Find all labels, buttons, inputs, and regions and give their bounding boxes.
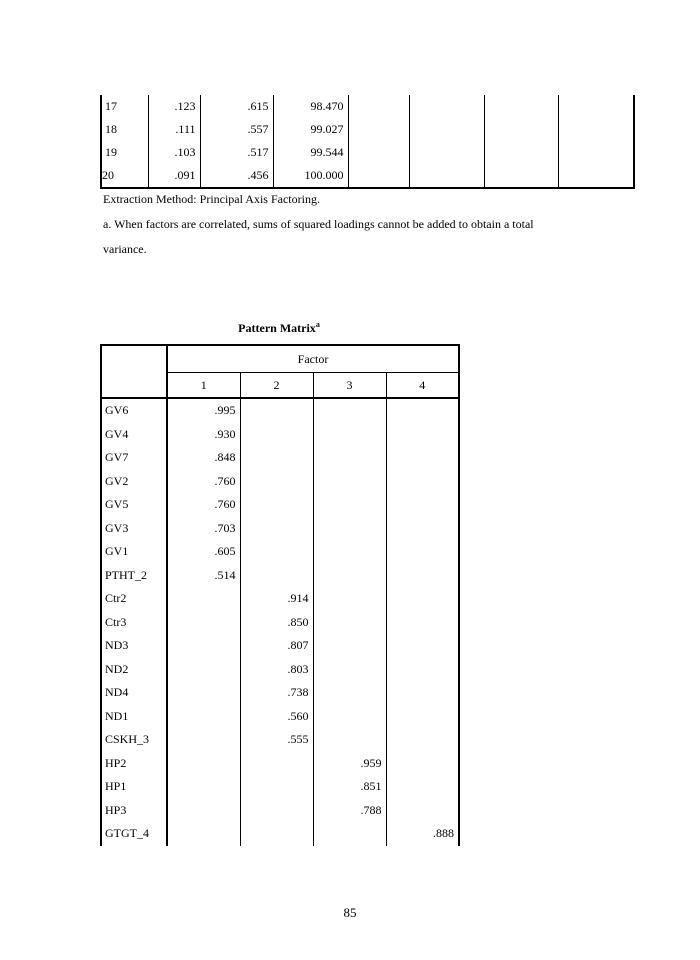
factor-number-cell: 18 <box>101 118 148 141</box>
loading-cell: .914 <box>240 587 313 611</box>
pattern-matrix-title <box>100 320 458 336</box>
factor-column-header: 1 <box>167 373 240 399</box>
loading-cell <box>240 470 313 494</box>
loading-cell <box>386 540 459 564</box>
variance-cell: .517 <box>200 141 273 164</box>
pattern-matrix-row <box>101 517 459 541</box>
pattern-matrix-row <box>101 446 459 470</box>
loading-cell: .605 <box>167 540 240 564</box>
loading-cell <box>240 517 313 541</box>
loading-cell: .760 <box>167 470 240 494</box>
loading-cell <box>386 728 459 752</box>
loading-cell <box>240 775 313 799</box>
variance-cell: 99.027 <box>273 118 348 141</box>
loading-cell: .803 <box>240 658 313 682</box>
pattern-matrix-row <box>101 799 459 823</box>
loading-cell: .995 <box>167 398 240 423</box>
loading-cell <box>386 470 459 494</box>
pattern-matrix-row <box>101 564 459 588</box>
factor-column-header: 3 <box>313 373 386 399</box>
loading-cell <box>240 398 313 423</box>
loading-cell <box>240 423 313 447</box>
loading-cell <box>386 587 459 611</box>
variable-label: HP2 <box>101 752 167 776</box>
loading-cell <box>386 658 459 682</box>
page-number: 85 <box>343 905 357 920</box>
variable-label: Ctr2 <box>101 587 167 611</box>
loading-cell <box>167 728 240 752</box>
loading-cell <box>313 423 386 447</box>
variance-cell <box>484 95 558 118</box>
loading-cell <box>167 775 240 799</box>
loading-cell <box>313 658 386 682</box>
loading-cell: .760 <box>167 493 240 517</box>
loading-cell <box>386 799 459 823</box>
pattern-matrix-row <box>101 658 459 682</box>
loading-cell <box>386 493 459 517</box>
variable-label: HP1 <box>101 775 167 799</box>
variable-label: ND2 <box>101 658 167 682</box>
pattern-matrix-row <box>101 705 459 729</box>
loading-cell <box>240 564 313 588</box>
loading-cell: .560 <box>240 705 313 729</box>
variance-cell: 100.000 <box>273 164 348 188</box>
pattern-matrix-row <box>101 470 459 494</box>
loading-cell <box>386 775 459 799</box>
loading-cell: .959 <box>313 752 386 776</box>
factor-column-header: 4 <box>386 373 459 399</box>
loading-cell <box>167 752 240 776</box>
loading-cell: .788 <box>313 799 386 823</box>
factor-column-header: 2 <box>240 373 313 399</box>
variance-cell: .557 <box>200 118 273 141</box>
pattern-matrix-body <box>101 398 459 846</box>
variance-cell <box>409 164 484 188</box>
loading-cell <box>240 752 313 776</box>
loading-cell <box>167 799 240 823</box>
loading-cell: .738 <box>240 681 313 705</box>
variable-label: Ctr3 <box>101 611 167 635</box>
loading-cell: .555 <box>240 728 313 752</box>
variable-label: PTHT_2 <box>101 564 167 588</box>
variable-label: HP3 <box>101 799 167 823</box>
variance-cell <box>348 118 409 141</box>
loading-cell <box>313 611 386 635</box>
loading-cell <box>167 822 240 846</box>
loading-cell <box>386 681 459 705</box>
variance-cell <box>409 141 484 164</box>
variable-label: GTGT_4 <box>101 822 167 846</box>
variance-row <box>101 141 634 164</box>
total-variance-table-body <box>101 95 634 188</box>
variable-label: GV4 <box>101 423 167 447</box>
extraction-method-note: Extraction Method: Principal Axis Factoring. <box>103 192 320 206</box>
variance-cell: .615 <box>200 95 273 118</box>
loading-cell <box>167 611 240 635</box>
loading-cell <box>167 634 240 658</box>
variance-cell <box>558 141 634 164</box>
loading-cell <box>386 611 459 635</box>
variance-cell <box>484 118 558 141</box>
loading-cell <box>313 517 386 541</box>
variance-cell: .091 <box>148 164 200 188</box>
variance-row <box>101 118 634 141</box>
variable-label: GV3 <box>101 517 167 541</box>
loading-cell <box>167 681 240 705</box>
factor-header: Factor <box>167 345 459 373</box>
loading-cell <box>240 493 313 517</box>
variable-label: GV2 <box>101 470 167 494</box>
pattern-matrix-row <box>101 822 459 846</box>
loading-cell <box>386 446 459 470</box>
pattern-matrix-row <box>101 398 459 423</box>
loading-cell <box>240 799 313 823</box>
variable-label: ND4 <box>101 681 167 705</box>
variance-cell <box>348 95 409 118</box>
loading-cell <box>313 398 386 423</box>
variance-cell: .111 <box>148 118 200 141</box>
variable-label: GV1 <box>101 540 167 564</box>
factor-number-cell: 17 <box>101 95 148 118</box>
pattern-matrix-title-text: Pattern Matrix <box>238 321 316 335</box>
loading-cell <box>313 728 386 752</box>
pattern-matrix-row <box>101 611 459 635</box>
pattern-matrix-row <box>101 493 459 517</box>
footnote-line-2: variance. <box>103 242 147 256</box>
variable-label: GV6 <box>101 398 167 423</box>
pattern-matrix-row <box>101 752 459 776</box>
variance-row <box>101 95 634 118</box>
loading-cell <box>313 470 386 494</box>
loading-cell: .703 <box>167 517 240 541</box>
pattern-matrix-row <box>101 775 459 799</box>
variable-label: ND1 <box>101 705 167 729</box>
loading-cell <box>167 658 240 682</box>
pattern-matrix-title-superscript: a <box>315 320 320 329</box>
pattern-matrix-row <box>101 587 459 611</box>
variance-cell <box>348 141 409 164</box>
variance-cell <box>558 95 634 118</box>
loading-cell <box>167 705 240 729</box>
pattern-matrix-table <box>100 344 460 846</box>
variance-cell: 99.544 <box>273 141 348 164</box>
loading-cell <box>240 446 313 470</box>
header-corner-cell <box>101 345 167 398</box>
variance-cell: .103 <box>148 141 200 164</box>
pattern-matrix-row <box>101 423 459 447</box>
loading-cell <box>313 822 386 846</box>
variance-cell <box>558 118 634 141</box>
pattern-matrix-row <box>101 681 459 705</box>
loading-cell <box>386 423 459 447</box>
loading-cell <box>240 822 313 846</box>
loading-cell <box>313 446 386 470</box>
loading-cell: .514 <box>167 564 240 588</box>
loading-cell <box>386 517 459 541</box>
variance-cell <box>484 141 558 164</box>
factor-number-cell: 20 <box>101 164 148 188</box>
footnote-line-1: a. When factors are correlated, sums of squared loadings cannot be added to obtain a total <box>103 217 534 231</box>
loading-cell <box>386 634 459 658</box>
loading-cell <box>386 752 459 776</box>
loading-cell: .850 <box>240 611 313 635</box>
loading-cell <box>313 587 386 611</box>
loading-cell <box>167 587 240 611</box>
variance-cell: .456 <box>200 164 273 188</box>
pattern-matrix-row <box>101 728 459 752</box>
loading-cell: .851 <box>313 775 386 799</box>
variance-cell: .123 <box>148 95 200 118</box>
total-variance-table <box>100 95 635 189</box>
variance-row <box>101 164 634 188</box>
loading-cell <box>313 634 386 658</box>
pattern-matrix-row <box>101 540 459 564</box>
variable-label: CSKH_3 <box>101 728 167 752</box>
variable-label: GV7 <box>101 446 167 470</box>
loading-cell <box>313 540 386 564</box>
loading-cell: .930 <box>167 423 240 447</box>
loading-cell <box>386 398 459 423</box>
loading-cell <box>386 564 459 588</box>
variance-cell <box>484 164 558 188</box>
variance-cell <box>558 164 634 188</box>
variance-cell <box>348 164 409 188</box>
loading-cell: .848 <box>167 446 240 470</box>
loading-cell <box>386 705 459 729</box>
loading-cell: .807 <box>240 634 313 658</box>
loading-cell <box>313 564 386 588</box>
variance-cell <box>409 95 484 118</box>
variance-cell: 98.470 <box>273 95 348 118</box>
loading-cell: .888 <box>386 822 459 846</box>
loading-cell <box>313 681 386 705</box>
loading-cell <box>240 540 313 564</box>
loading-cell <box>313 493 386 517</box>
factor-number-cell: 19 <box>101 141 148 164</box>
pattern-matrix-row <box>101 634 459 658</box>
variance-cell <box>409 118 484 141</box>
variable-label: GV5 <box>101 493 167 517</box>
variable-label: ND3 <box>101 634 167 658</box>
loading-cell <box>313 705 386 729</box>
